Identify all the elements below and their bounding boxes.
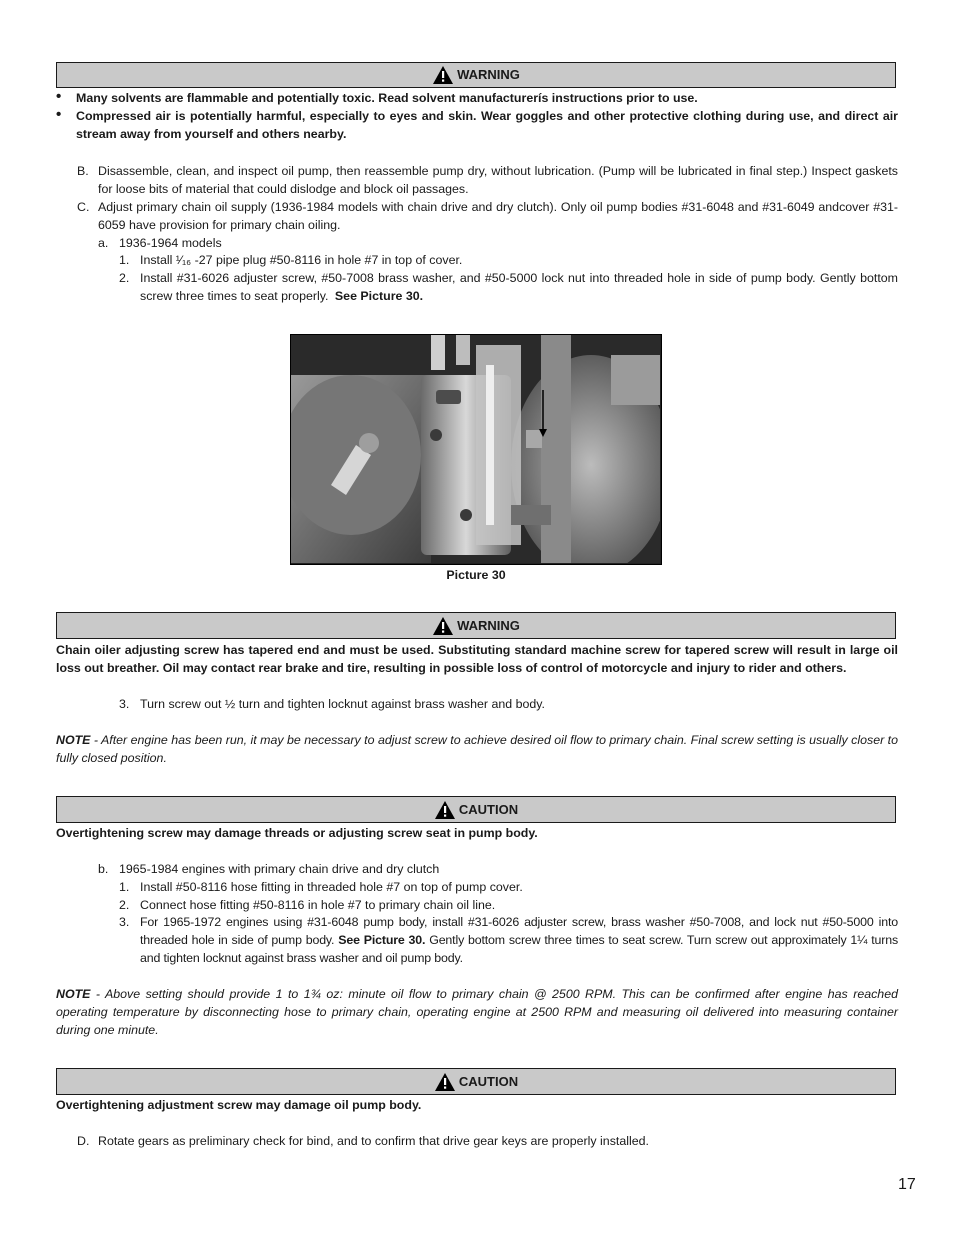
step-d-text: Rotate gears as preliminary check for bind, and to confirm that drive gear keys are properly installed. [98,1134,649,1148]
caution-header [56,1068,896,1095]
step-label: B. [77,164,89,178]
note-text: - After engine has been run, it may be necessary to adjust screw to achieve desired oil flow to primary chain. Final screw setting is usually closer to fully closed position. [56,733,898,765]
step-c-text: Adjust primary chain oil supply (1936-1984 models with chain drive and dry clutch). Only oil pump bodies #31-6048 and #31-6049 andcover #31-6059 have provision for primary chain oiling. [98,200,898,232]
note-label: NOTE [56,987,91,1001]
item-number: 2. [119,898,130,912]
item-number: 3. [119,915,130,929]
caution-text: Overtightening adjustment screw may damage oil pump body. [56,1098,422,1112]
item-number: 3. [119,697,130,711]
warning-bullet: • Many solvents are flammable and potentially toxic. Read solvent manufacturerís instructions prior to use. [56,88,698,105]
note [56,985,898,1039]
warning-triangle-icon [434,1072,456,1092]
warning-triangle-icon [432,616,454,636]
item-number: 1. [119,253,130,267]
item-text: Install #50-8116 hose fitting in threaded hole #7 on top of pump cover. [140,880,523,894]
bullet-icon: • [56,88,62,105]
substep-label: b. [98,862,109,876]
warning-triangle-icon [434,800,456,820]
caution-title: CAUTION [458,1073,519,1089]
item-text: Install ¹⁄₁₆ -27 pipe plug #50-8116 in hole #7 in top of cover. [140,253,463,267]
warning-title: WARNING [457,617,520,633]
warning-bullet-list [56,89,898,143]
picture-caption: Picture 30 [446,568,506,582]
note [56,731,898,767]
warning-bullet: • Compressed air is potentially harmful, especially to eyes and skin. Wear goggles and other protective clothing during use, and direct air stream away from yourself and others nearby. [56,106,898,141]
photo-image [291,335,660,563]
warning-title: WARNING [457,67,520,82]
substep-a-title: 1936-1964 models [119,236,222,250]
caution-title: CAUTION [458,801,519,817]
caution-header [56,796,896,823]
warning-triangle-icon [432,65,454,85]
step-label: D. [77,1134,90,1148]
picture-reference: See Picture 30. [334,289,424,303]
bullet-icon: • [56,106,62,123]
picture-reference: See Picture 30. [338,933,426,947]
step-b-text: Disassemble, clean, and inspect oil pump, then reassemble pump dry, without lubrication. (Pump will be lubricated in final step.) Inspect gaskets for loose bits of material that could dislodge and block oil passages. [98,164,898,196]
item-text: Install #31-6026 adjuster screw, #50-7008 brass washer, and #50-5000 lock nut into threaded hole in side of pump body. Gently bottom screw three times to seat properly. See Picture 30. [140,271,898,303]
item-text: Connect hose fitting #50-8116 in hole #7 to primary chain oil line. [140,898,496,912]
substep-b-title: 1965-1984 engines with primary chain drive and dry clutch [119,862,440,876]
caution-text: Overtightening screw may damage threads or adjusting screw seat in pump body. [56,826,538,840]
oil-pump-photo [290,334,662,565]
note-text: - Above setting should provide 1 to 1¾ oz: minute oil flow to primary chain @ 2500 RPM. This can be confirmed after engine has reached operating temperature by disconnecting hose to primary chain, operating engine at 2500 RPM and measuring oil delivered into measuring container during one minute. [56,987,898,1037]
item-number: 2. [119,271,130,285]
step-label: C. [77,200,90,214]
item-text: For 1965-1972 engines using #31-6048 pump body, install #31-6026 adjuster screw, brass washer #50-7008, and lock nut #50-5000 into threaded hole in side of pump body. See Picture 30. Gently bottom screw three times to seat screw. Turn screw out approximately 1¼ turns and tighten locknut against brass washer and oil pump body. [140,915,898,965]
warning-header [56,62,896,88]
warning-text: Chain oiler adjusting screw has tapered end and must be used. Substituting standard machine screw for tapered screw will result in large oil loss out breather. Oil may contact rear brake and tire, resulting in possible loss of control of motorcycle and injury to rider and others. [56,643,898,675]
page-number: 17 [898,1176,916,1193]
note-label: NOTE [56,733,91,747]
item-number: 1. [119,880,130,894]
substep-label: a. [98,236,109,250]
warning-header [56,612,896,639]
item-text: Turn screw out ½ turn and tighten locknut against brass washer and body. [140,697,545,711]
